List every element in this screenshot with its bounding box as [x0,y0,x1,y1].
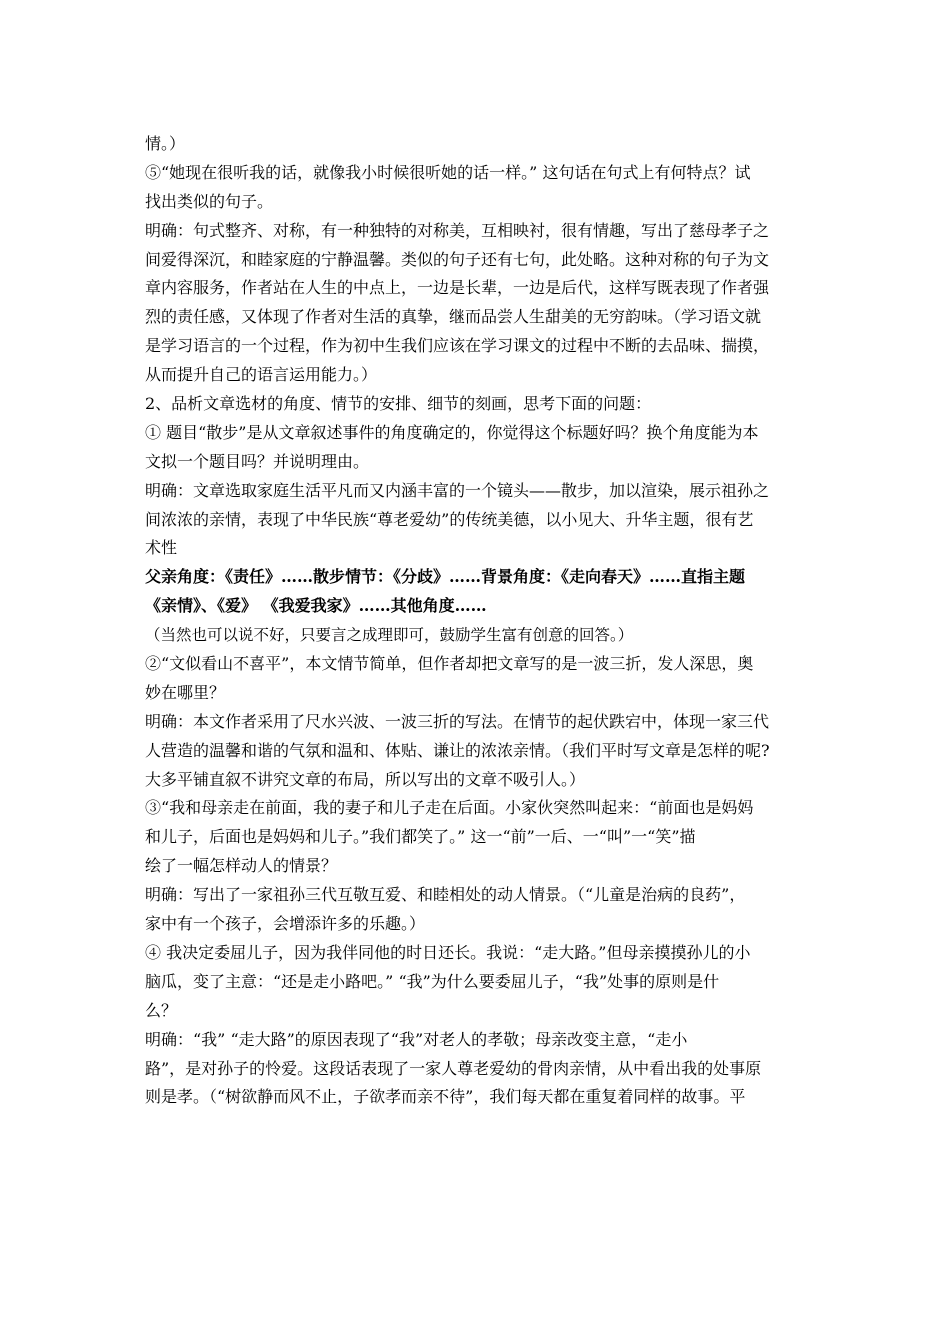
text-line: 找出类似的句子。 [145,191,274,211]
text-line: 和儿子，后面也是妈妈和儿子。”我们都笑了。” 这一“前”一后、一“叫”一“笑”描 [145,827,696,847]
text-line: 从而提升自己的语言运用能力。） [145,365,378,385]
text-line: 明确：“我” “走大路”的原因表现了“我”对老人的孝敬；母亲改变主意，“走小 [145,1029,688,1049]
text-line: ① 题目“散步”是从文章叙述事件的角度确定的，你觉得这个标题好吗？换个角度能为本 [145,422,759,442]
text-line: 明确：写出了一家祖孙三代互敬互爱、和睦相处的动人情景。（“儿童是治病的良药”， [145,885,746,905]
text-line: ②“文似看山不喜平”，本文情节简单，但作者却把文章写的是一波三折，发人深思，奥 [145,654,754,674]
text-line: 术性 [145,538,178,558]
text-line: 间爱得深沉，和睦家庭的宁静温馨。类似的句子还有七句，此处略。这种对称的句子为文 [145,249,770,269]
text-line: ③“我和母亲走在前面，我的妻子和儿子走在后面。小家伙突然叫起来：“前面也是妈妈 [145,798,754,818]
text-line: 章内容服务，作者站在人生的中点上，一边是长辈，一边是后代，这样写既表现了作者强 [145,278,770,298]
text-line: 明确：文章选取家庭生活平凡而又内涵丰富的一个镜头——散步，加以渲染，展示祖孙之 [145,480,770,500]
text-line: 2、品析文章选材的角度、情节的安排、细节的刻画，思考下面的问题： [145,394,652,414]
text-line: 路”，是对孙子的怜爱。这段话表现了一家人尊老爱幼的骨肉亲情，从中看出我的处事原 [145,1058,762,1078]
text-line: 人营造的温馨和谐的气氛和温和、体贴、谦让的浓浓亲情。（我们平时写文章是怎样的呢? [145,740,770,760]
text-line: 大多平铺直叙不讲究文章的布局，所以写出的文章不吸引人。） [145,769,586,789]
text-line: 明确：本文作者采用了尺水兴波、一波三折的写法。在情节的起伏跌宕中，体现一家三代 [145,711,770,731]
text-line: 是学习语言的一个过程，作为初中生我们应该在学习课文的过程中不断的去品味、揣摸， [145,336,770,356]
text-line: 绘了一幅怎样动人的情景？ [145,856,338,876]
text-line: 家中有一个孩子，会增添许多的乐趣。） [145,914,426,934]
text-line: 情。） [145,134,186,153]
text-line: 则是孝。（“树欲静而风不止，子欲孝而亲不待”，我们每天都在重复着同样的故事。平 [145,1087,746,1107]
text-line: 明确：句式整齐、对称，有一种独特的对称美，互相映衬，很有情趣，写出了慈母孝子之 [145,220,770,240]
text-line: （当然也可以说不好，只要言之成理即可，鼓励学生富有创意的回答。） [145,626,634,645]
text-line: 烈的责任感，又体现了作者对生活的真挚，继而品尝人生甜美的无穷韵味。（学习语文就 [145,307,762,327]
bold-text-line: 父亲角度：《责任》……散步情节：《分歧》……背景角度：《走向春天》……直指主题 [145,567,746,587]
document-page [145,130,810,1112]
text-line: 脑瓜，变了主意：“还是走小路吧。” “我”为什么要委屈儿子，“我”处事的原则是什 [145,971,720,991]
text-line: 妙在哪里？ [145,682,226,702]
text-line: 文拟一个题目吗？并说明理由。 [145,451,370,471]
text-line: 间浓浓的亲情，表现了中华民族“尊老爱幼”的传统美德，以小见大、升华主题，很有艺 [145,509,754,529]
text-line: ④ 我决定委屈儿子，因为我伴同他的时日还长。我说：“走大路。”但母亲摸摸孙儿的小 [145,942,751,962]
bold-text-line: 《亲情》、《爱》 《我爱我家》……其他角度…… [145,596,487,616]
text-line: 么？ [145,1000,178,1020]
text-line: ⑤“她现在很听我的话，就像我小时候很听她的话一样。” 这句话在句式上有何特点？试 [145,162,751,182]
